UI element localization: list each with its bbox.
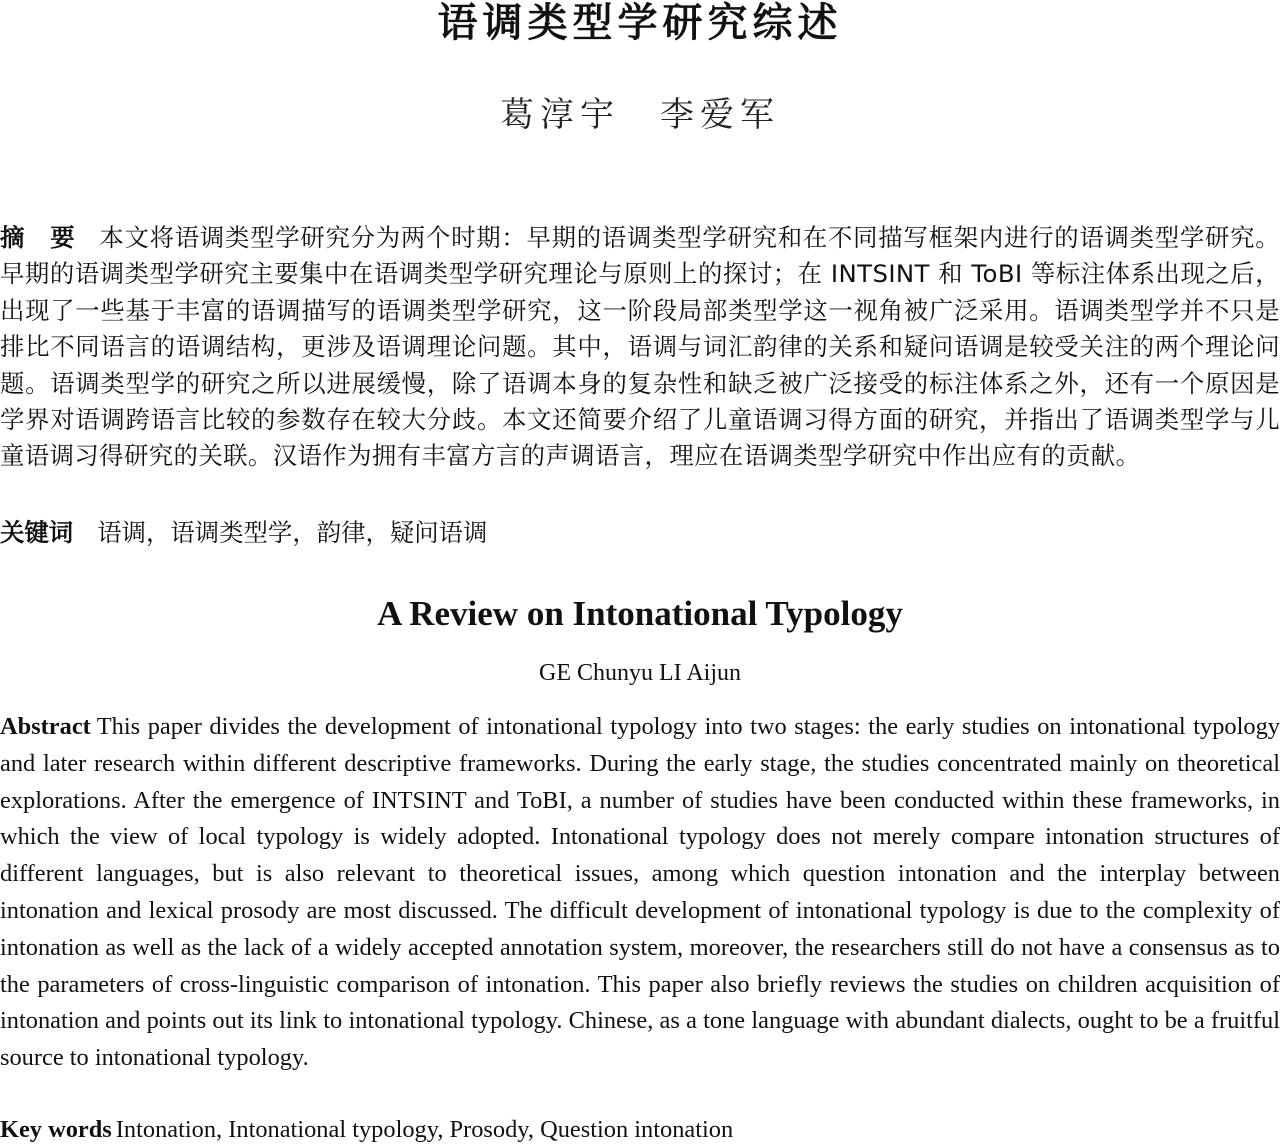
chinese-author-1: 葛淳宇	[500, 95, 620, 135]
chinese-authors	[0, 94, 1280, 136]
chinese-author-2: 李爱军	[660, 95, 780, 135]
english-keywords	[0, 1113, 1280, 1147]
chinese-abstract	[0, 220, 1280, 475]
english-keywords-text: Intonation, Intonational typology, Prosody, Question intonation	[115, 1116, 734, 1143]
english-abstract	[0, 709, 1280, 1077]
english-title: A Review on Intonational Typology	[377, 594, 903, 633]
chinese-keywords-text: 语调，语调类型学，韵律，疑问语调	[97, 518, 488, 547]
english-authors: GE Chunyu LI Aijun	[539, 660, 741, 686]
english-keywords-label: Key words	[0, 1116, 112, 1143]
english-abstract-text: This paper divides the development of intonational typology into two stages: the early studies on intonational typology and later research within different descriptive frameworks. During the early stage, the studies concentrated mainly on theoretical explorations. After the emergence of INTSINT and ToBI, a number of studies have been conducted within these frameworks, in which the view of local typology is widely adopted. Intonational typology does not merely compare intonation structures of different languages, but is also relevant to theoretical issues, among which question intonation and the interplay between intonation and lexical prosody are most discussed. The difficult development of intonational typology is due to the complexity of intonation as well as the lack of a widely accepted annotation system, moreover, the researchers still do not have a consensus as to the parameters of cross-linguistic comparison of intonation. This paper also briefly reviews the studies on children acquisition of intonation and points out its link to intonational typology. Chinese, as a tone language with abundant dialects, ought to be a fruitful source to intonational typology.	[0, 713, 1280, 1072]
chinese-keywords	[0, 515, 1280, 551]
chinese-abstract-text: 本文将语调类型学研究分为两个时期：早期的语调类型学研究和在不同描写框架内进行的语调类型学研究。早期的语调类型学研究主要集中在语调类型学研究理论与原则上的探讨；在 INTSINT 和 ToBI 等标注体系出现之后，出现了一些基于丰富的语调描写的语调类型学研究，这一阶段局部类型学这一视角被广泛采用。语调类型学并不只是排比不同语言的语调结构，更涉及语调理论问题。其中，语调与词汇韵律的关系和疑问语调是较受关注的两个理论问题。语调类型学的研究之所以进展缓慢，除了语调本身的复杂性和缺乏被广泛接受的标注体系之外，还有一个原因是学界对语调跨语言比较的参数存在较大分歧。本文还简要介绍了儿童语调习得方面的研究，并指出了语调类型学与儿童语调习得研究的关联。汉语作为拥有丰富方言的声调语言，理应在语调类型学研究中作出应有的贡献。	[0, 223, 1280, 471]
chinese-title: 语调类型学研究综述	[437, 0, 843, 46]
chinese-abstract-label: 摘 要	[0, 223, 76, 252]
english-abstract-label: Abstract	[0, 713, 91, 740]
chinese-keywords-label: 关键词	[0, 518, 74, 547]
